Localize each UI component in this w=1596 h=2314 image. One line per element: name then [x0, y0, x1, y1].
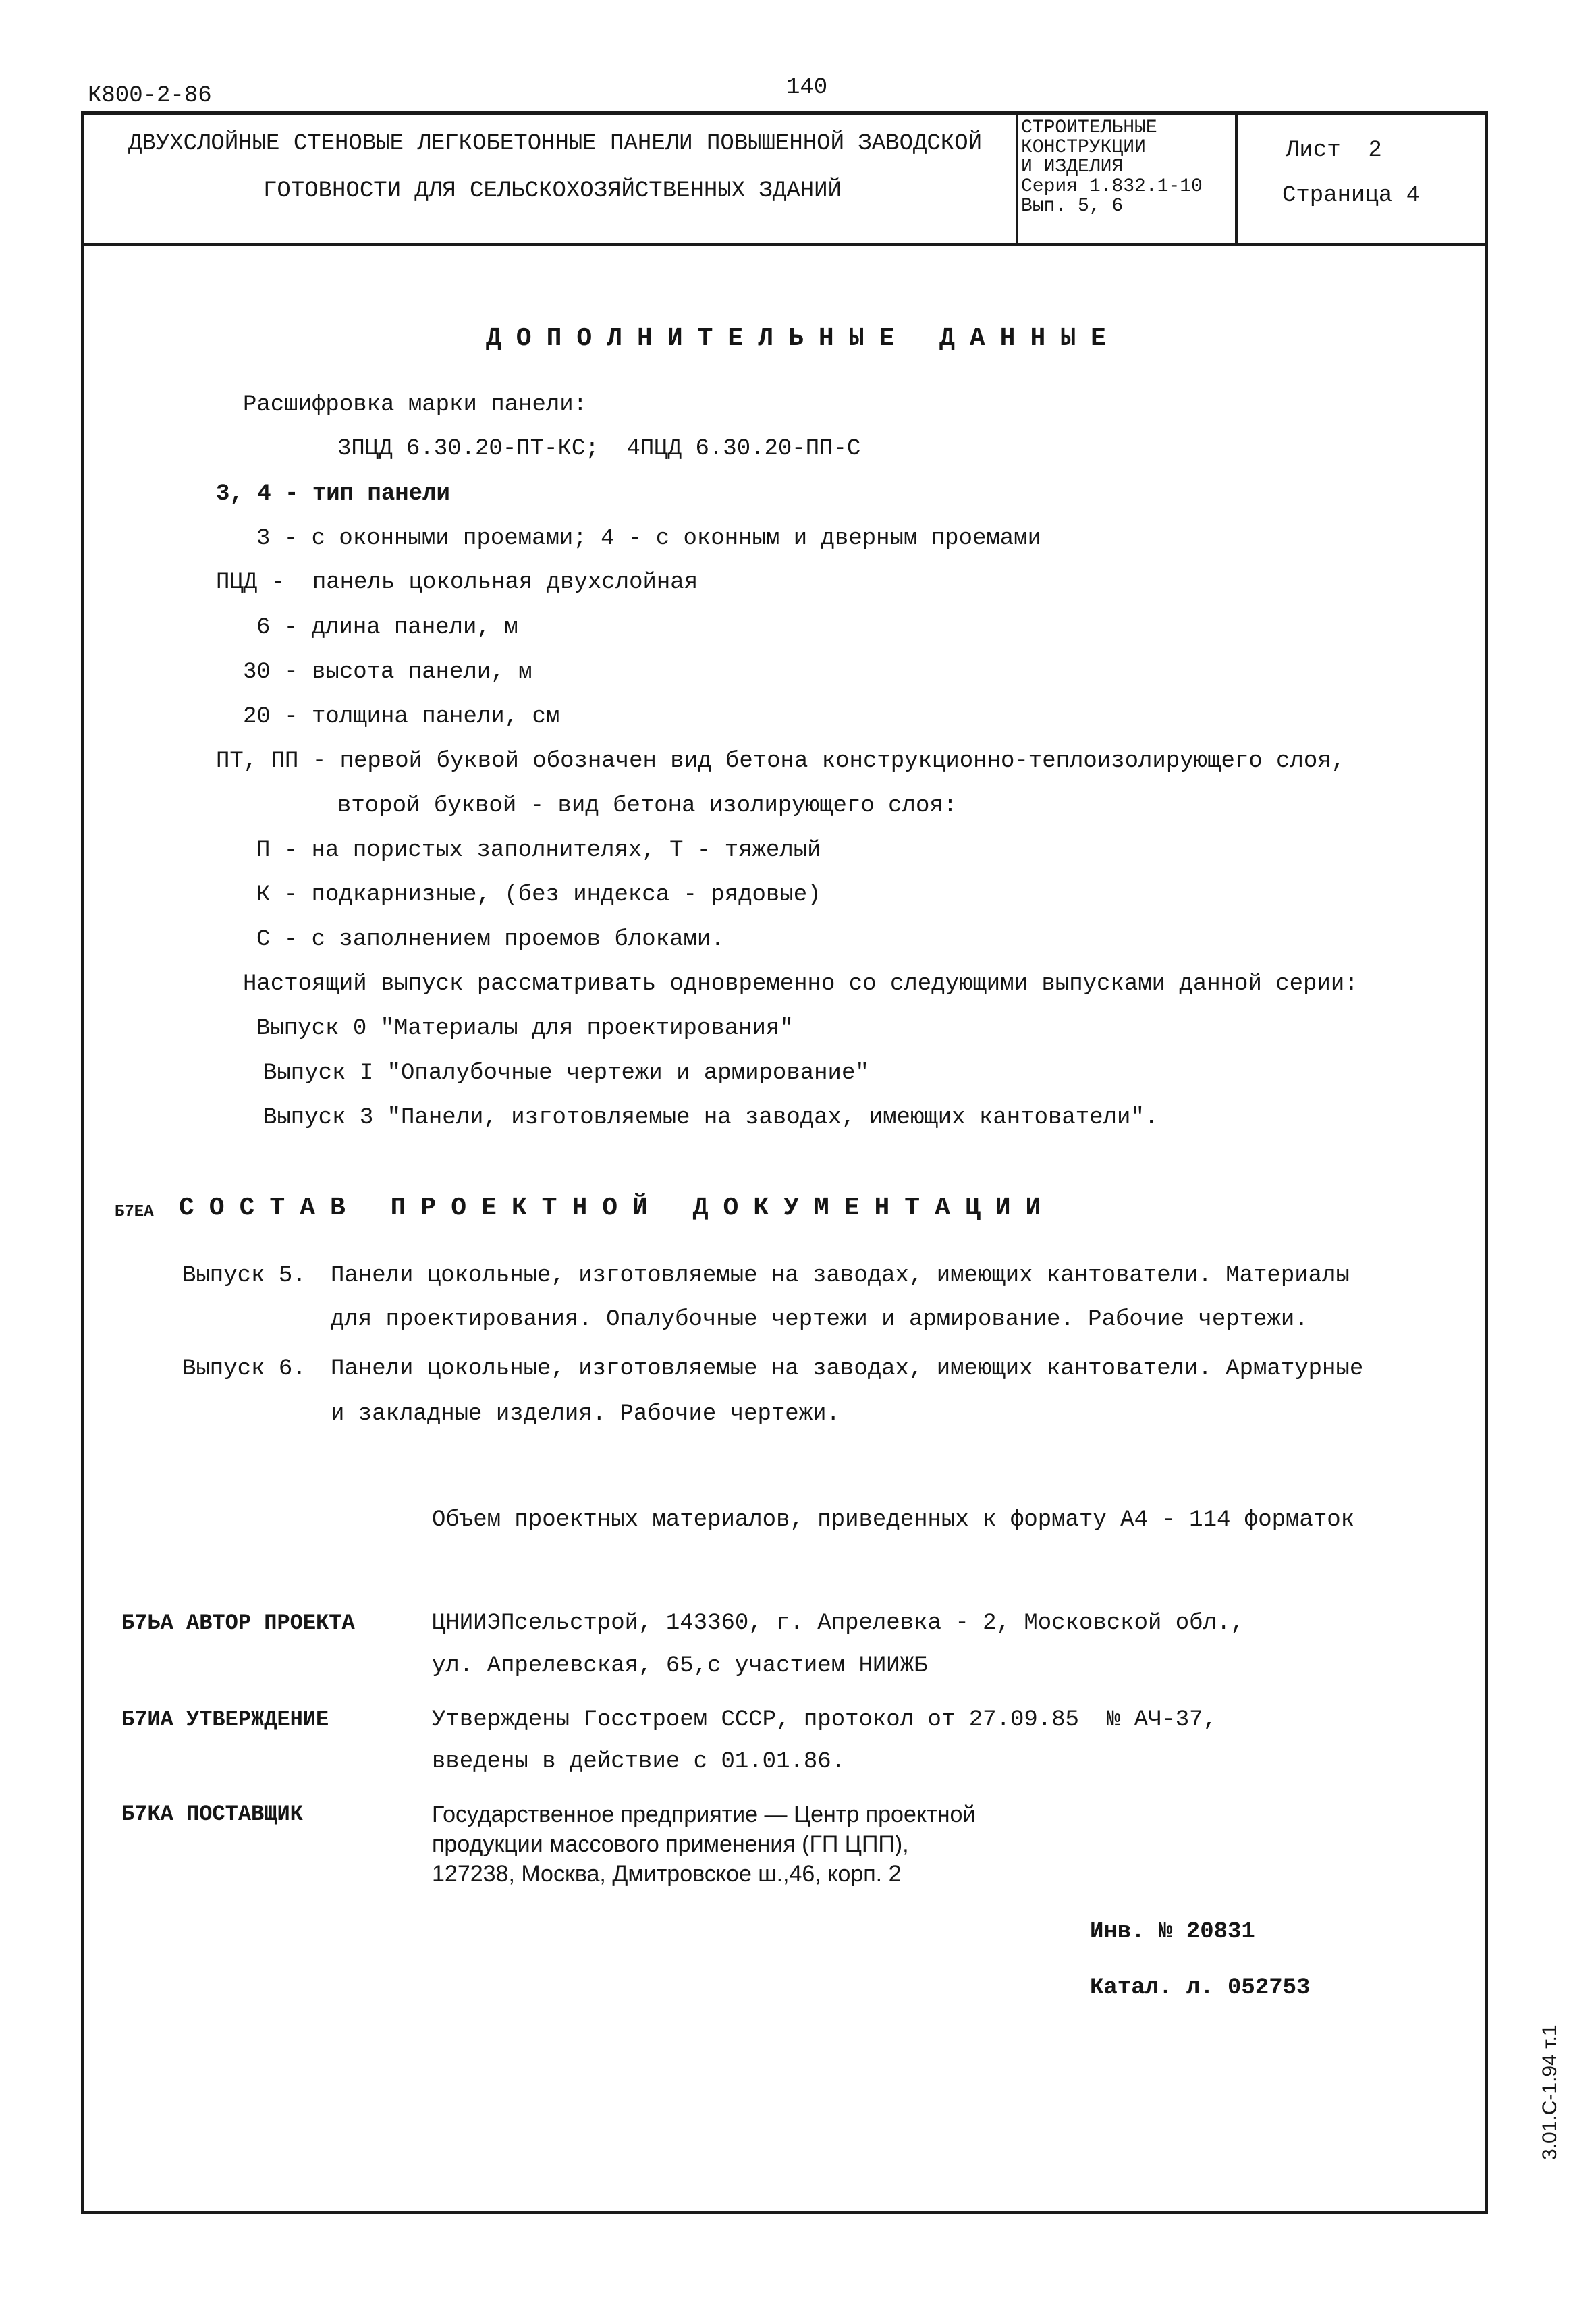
- document-code: К800-2-86: [88, 83, 212, 109]
- issue-6-line-1: Панели цокольные, изготовляемые на заводах, имеющих кантователи. Арматурные: [331, 1356, 1364, 1382]
- additional-line-7: 30 - высота панели, м: [243, 660, 532, 685]
- author-line-1: ЦНИИЭПсельстрой, 143360, г. Апрелевка - 2, Московской обл.,: [432, 1611, 1244, 1636]
- supplier-line-2: продукции массового применения (ГП ЦПП),: [432, 1831, 909, 1857]
- additional-line-10: второй буквой - вид бетона изолирующего слоя:: [337, 793, 958, 819]
- additional-data-heading: ДОПОЛНИТЕЛЬНЫЕ ДАННЫЕ: [486, 324, 1121, 353]
- issue-5-label: Выпуск 5.: [182, 1263, 306, 1289]
- series-line-1: СТРОИТЕЛЬНЫЕ: [1021, 117, 1157, 138]
- page-frame: [81, 111, 1488, 2214]
- title-line-2: ГОТОВНОСТИ ДЛЯ СЕЛЬСКОХОЗЯЙСТВЕННЫХ ЗДАНИЙ: [263, 178, 842, 204]
- author-tag: Б7ЬА АВТОР ПРОЕКТА: [121, 1611, 355, 1636]
- additional-line-13: С - с заполнением проемов блоками.: [256, 927, 725, 952]
- additional-line-11: П - на пористых заполнителях, Т - тяжелый: [256, 838, 821, 863]
- title-block-divider-1: [1016, 111, 1018, 246]
- sheet-number: Лист 2: [1286, 138, 1382, 163]
- series-line-2: КОНСТРУКЦИИ: [1021, 137, 1146, 158]
- additional-line-6: 6 - длина панели, м: [256, 615, 518, 641]
- additional-line-1: Расшифровка марки панели:: [243, 392, 588, 418]
- inventory-number: Инв. № 20831: [1090, 1919, 1255, 1945]
- approval-line-1: Утверждены Госстроем СССР, протокол от 27.09.85 № АЧ-37,: [432, 1707, 1217, 1733]
- additional-line-17: Выпуск 3 "Панели, изготовляемые на заводах, имеющих кантователи".: [263, 1105, 1159, 1131]
- additional-line-16: Выпуск I "Опалубочные чертежи и армирование": [263, 1060, 869, 1086]
- supplier-line-3: 127238, Москва, Дмитровское ш.,46, корп. 2: [432, 1861, 902, 1887]
- additional-line-3: 3, 4 - тип панели: [216, 481, 450, 507]
- additional-line-8: 20 - толщина панели, см: [243, 704, 560, 730]
- title-line-1: ДВУХСЛОЙНЫЕ СТЕНОВЫЕ ЛЕГКОБЕТОННЫЕ ПАНЕЛИ ПОВЫШЕННОЙ ЗАВОДСКОЙ: [128, 131, 983, 157]
- additional-line-4: 3 - с оконными проемами; 4 - с оконным и дверным проемами: [256, 526, 1041, 551]
- series-line-3: И ИЗДЕЛИЯ: [1021, 157, 1124, 178]
- page-number: 140: [786, 75, 828, 101]
- additional-line-14: Настоящий выпуск рассматривать одновременно со следующими выпусками данной серии:: [243, 971, 1358, 997]
- issue-6-label: Выпуск 6.: [182, 1356, 306, 1382]
- series-line-4: Серия 1.832.1-10: [1021, 176, 1203, 197]
- issue-5-line-2: для проектирования. Опалубочные чертежи и армирование. Рабочие чертежи.: [331, 1307, 1309, 1333]
- catalog-sheet: Катал. л. 052753: [1090, 1975, 1311, 2001]
- title-block-divider-2: [1235, 111, 1238, 246]
- supplier-tag: Б7КА ПОСТАВЩИК: [121, 1802, 303, 1827]
- volume-note: Объем проектных материалов, приведенных к формату А4 - 114 форматок: [432, 1507, 1355, 1533]
- side-code: 3.01.С-1.94 т.1: [1539, 2024, 1561, 2160]
- supplier-line-1: Государственное предприятие — Центр проектной: [432, 1802, 976, 1827]
- composition-tag: Б7ЕА: [115, 1203, 154, 1221]
- additional-line-12: К - подкарнизные, (без индекса - рядовые): [256, 882, 821, 908]
- issue-5-line-1: Панели цокольные, изготовляемые на заводах, имеющих кантователи. Материалы: [331, 1263, 1350, 1289]
- composition-heading: СОСТАВ ПРОЕКТНОЙ ДОКУМЕНТАЦИИ: [179, 1193, 1056, 1222]
- approval-line-2: введены в действие с 01.01.86.: [432, 1749, 846, 1775]
- additional-line-5: ПЦД - панель цокольная двухслойная: [216, 570, 698, 595]
- additional-line-15: Выпуск 0 "Материалы для проектирования": [256, 1016, 794, 1042]
- author-line-2: ул. Апрелевская, 65,с участием НИИЖБ: [432, 1653, 928, 1679]
- page-label: Страница 4: [1282, 183, 1421, 209]
- additional-line-9: ПТ, ПП - первой буквой обозначен вид бетона конструкционно-теплоизолирующего слоя,: [216, 749, 1346, 774]
- series-line-5: Вып. 5, 6: [1021, 196, 1124, 217]
- additional-line-2: 3ПЦД 6.30.20-ПТ-КС; 4ПЦД 6.30.20-ПП-С: [337, 436, 861, 462]
- approval-tag: Б7ИА УТВЕРЖДЕНИЕ: [121, 1707, 329, 1732]
- issue-6-line-2: и закладные изделия. Рабочие чертежи.: [331, 1401, 840, 1427]
